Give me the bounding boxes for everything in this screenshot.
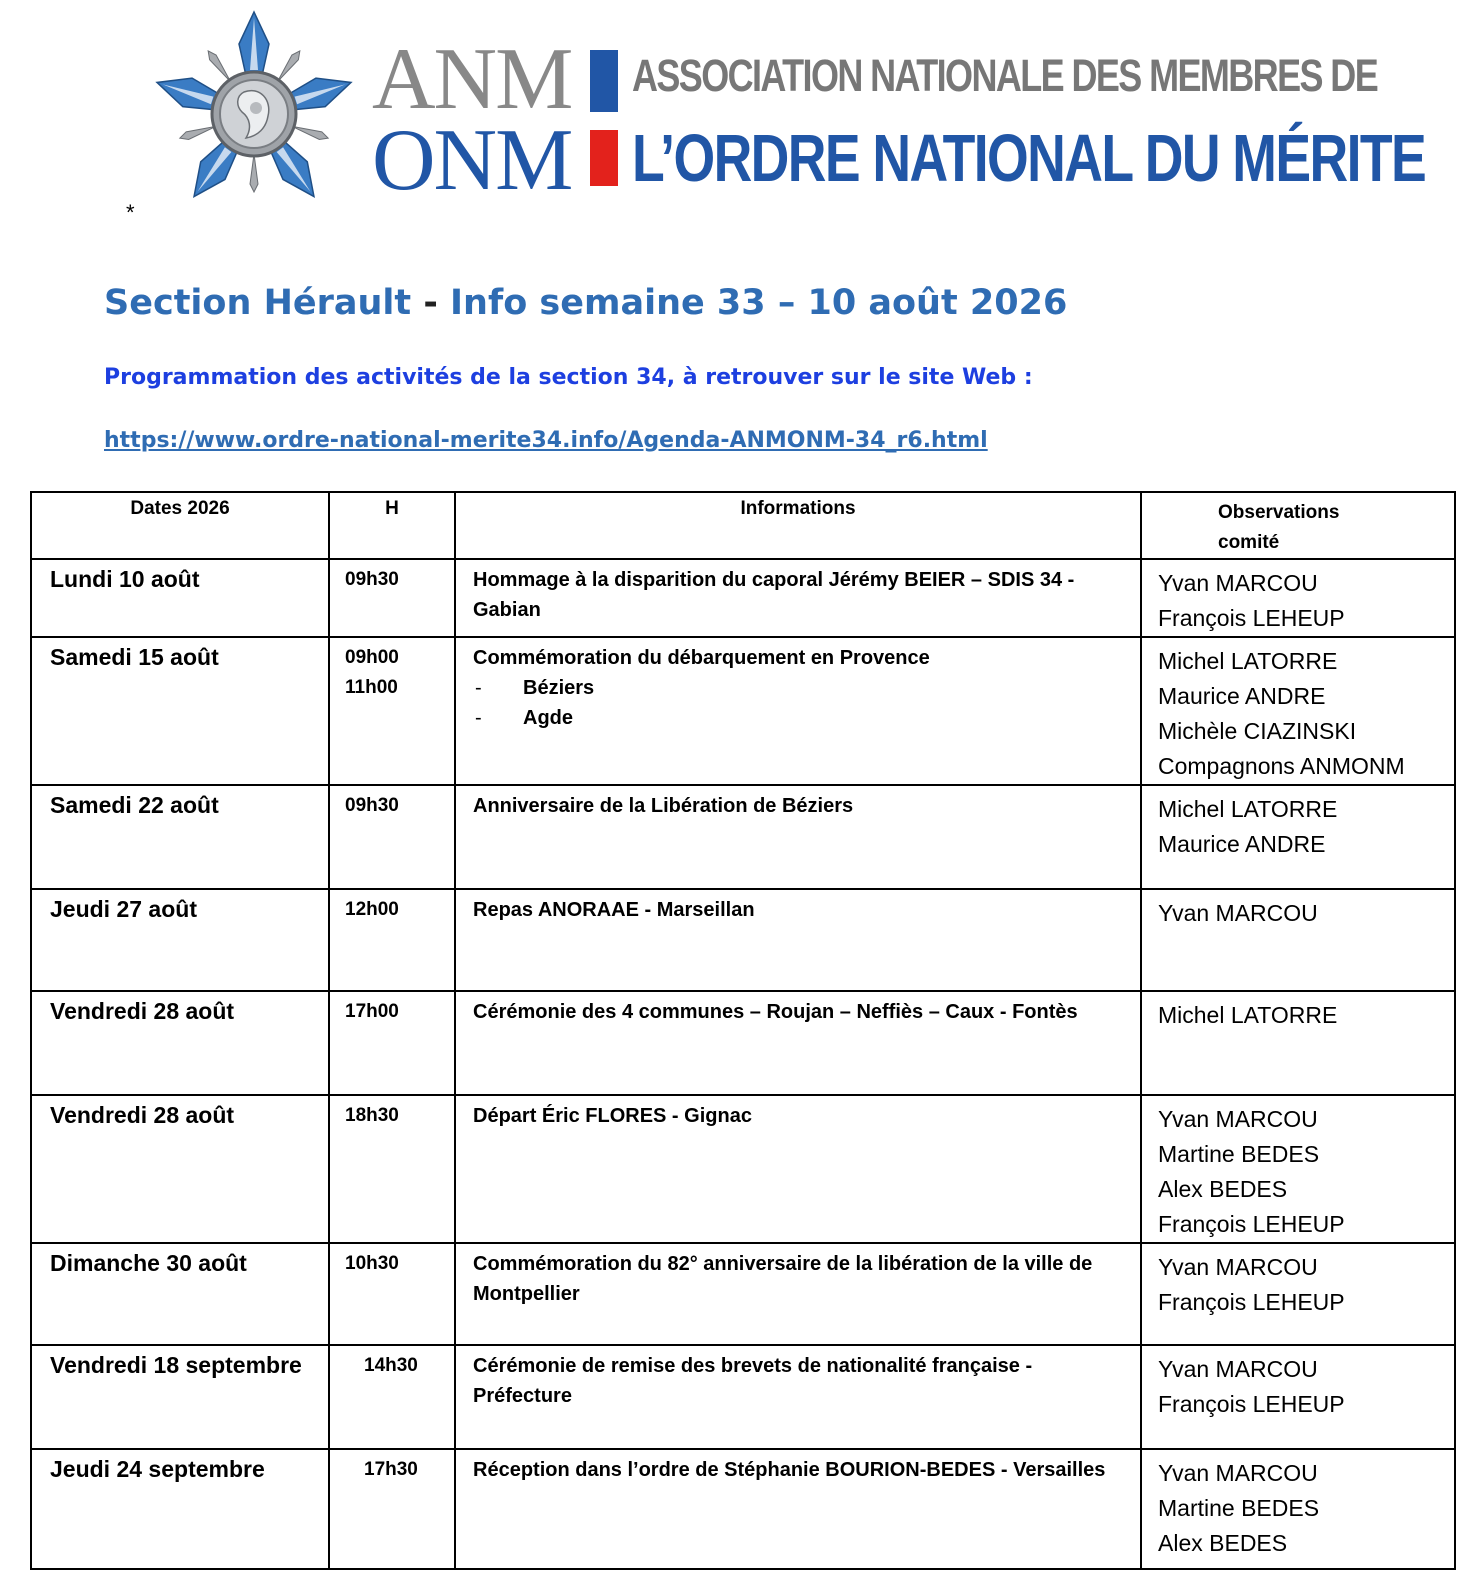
observer-name: Alex BEDES [1158, 1176, 1288, 1202]
observer-name: Michèle CIAZINSKI [1158, 718, 1357, 744]
row-date: Samedi 15 août [31, 637, 329, 785]
row-date: Vendredi 28 août [31, 1095, 329, 1243]
agenda-table [30, 491, 1456, 1570]
observer-name: Michel LATORRE [1158, 648, 1338, 674]
observer-name: Maurice ANDRE [1158, 831, 1326, 857]
row-time [329, 889, 455, 991]
row-observers [1141, 637, 1455, 785]
observer-name: Yvan MARCOU [1158, 900, 1318, 926]
row-time [329, 1095, 455, 1243]
table-row [31, 889, 1455, 991]
observer-name: Yvan MARCOU [1158, 1356, 1318, 1382]
header-observations-line2: comité [1218, 532, 1280, 553]
row-time [329, 1243, 455, 1345]
row-time [329, 785, 455, 889]
table-row [31, 1243, 1455, 1345]
time-value: 12h00 [345, 899, 399, 920]
observer-name: Michel LATORRE [1158, 796, 1338, 822]
time-value: 14h30 [364, 1355, 418, 1376]
flag-blue-bar [590, 50, 618, 112]
row-date: Jeudi 27 août [31, 889, 329, 991]
row-observers [1141, 991, 1455, 1095]
bullet-dash: - [475, 677, 482, 699]
time-value: 17h30 [364, 1459, 418, 1480]
observer-name: Martine BEDES [1158, 1495, 1320, 1521]
header-observations [1141, 492, 1455, 559]
org-name-line2: L’ORDRE NATIONAL DU MÉRITE [632, 121, 1426, 196]
program-intro-text: Programmation des activités de la section 34, à retrouver sur le site Web : [104, 365, 1033, 390]
row-date: Vendredi 28 août [31, 991, 329, 1095]
logo-anm-text: ANM [372, 31, 572, 128]
row-time [329, 1345, 455, 1449]
row-information [455, 559, 1141, 637]
table-row [31, 559, 1455, 637]
asterisk-mark: * [126, 200, 135, 225]
information-sub-item [473, 673, 1124, 703]
table-header-row [31, 492, 1455, 559]
observer-name: François LEHEUP [1158, 1391, 1345, 1417]
sub-item-text: Béziers [523, 677, 595, 699]
table-row [31, 637, 1455, 785]
information-sub-item [473, 703, 1124, 733]
information-text: Réception dans l’ordre de Stéphanie BOURION-BEDES - Versailles [473, 1459, 1106, 1481]
observer-name: François LEHEUP [1158, 1211, 1345, 1237]
information-text: Commémoration du 82° anniversaire de la libération de la ville de Montpellier [473, 1253, 1093, 1305]
table-row [31, 1449, 1455, 1569]
table-row [31, 785, 1455, 889]
agenda-body [31, 559, 1455, 1569]
time-value: 11h00 [345, 677, 398, 698]
information-text: Commémoration du débarquement en Provence [473, 647, 930, 669]
week-info: Info semaine 33 – 10 août 2026 [450, 283, 1068, 323]
row-observers [1141, 1345, 1455, 1449]
information-text: Hommage à la disparition du caporal Jérémy BEIER – SDIS 34 - Gabian [473, 569, 1075, 621]
logo-onm-text: ONM [372, 112, 572, 209]
row-date: Dimanche 30 août [31, 1243, 329, 1345]
information-text: Cérémonie de remise des brevets de nationalité française - Préfecture [473, 1355, 1033, 1407]
time-value: 09h30 [345, 795, 399, 816]
row-information [455, 637, 1141, 785]
time-value: 18h30 [345, 1105, 399, 1126]
row-observers [1141, 1243, 1455, 1345]
observer-name: Compagnons ANMONM [1158, 753, 1405, 779]
observer-name: Yvan MARCOU [1158, 1460, 1318, 1486]
row-time [329, 991, 455, 1095]
time-value: 17h00 [345, 1001, 399, 1022]
row-information [455, 1449, 1141, 1569]
header-observations-line1: Observations [1218, 502, 1340, 523]
table-row [31, 1095, 1455, 1243]
row-observers [1141, 559, 1455, 637]
observer-name: François LEHEUP [1158, 605, 1345, 631]
row-date: Samedi 22 août [31, 785, 329, 889]
information-text: Cérémonie des 4 communes – Roujan – Neffiès – Caux - Fontès [473, 1001, 1078, 1023]
observer-name: Yvan MARCOU [1158, 570, 1318, 596]
row-information [455, 889, 1141, 991]
row-time [329, 637, 455, 785]
row-date: Vendredi 18 septembre [31, 1345, 329, 1449]
agenda-link[interactable]: https://www.ordre-national-merite34.info/Agenda-ANMONM-34_r6.html [104, 428, 988, 453]
row-observers [1141, 1449, 1455, 1569]
flag-red-bar [590, 130, 618, 186]
row-information [455, 1095, 1141, 1243]
table-row [31, 991, 1455, 1095]
time-value: 09h30 [345, 569, 399, 590]
row-information [455, 785, 1141, 889]
observer-name: Yvan MARCOU [1158, 1254, 1318, 1280]
row-information [455, 1243, 1141, 1345]
row-date: Lundi 10 août [31, 559, 329, 637]
sub-item-text: Agde [523, 707, 573, 729]
time-value: 09h00 [345, 647, 399, 668]
national-merit-medal-icon [147, 6, 361, 222]
row-time [329, 1449, 455, 1569]
section-name: Section Hérault [104, 283, 412, 323]
org-name-line1: ASSOCIATION NATIONALE DES MEMBRES DE [632, 50, 1378, 101]
observer-name: François LEHEUP [1158, 1289, 1345, 1315]
row-observers [1141, 1095, 1455, 1243]
row-time [329, 559, 455, 637]
observer-name: Alex BEDES [1158, 1530, 1288, 1556]
row-observers [1141, 785, 1455, 889]
row-information [455, 991, 1141, 1095]
information-text: Repas ANORAAE - Marseillan [473, 899, 755, 921]
row-observers [1141, 889, 1455, 991]
observer-name: Maurice ANDRE [1158, 683, 1326, 709]
time-value: 10h30 [345, 1253, 399, 1274]
header-dates: Dates 2026 [31, 492, 329, 559]
page-title [104, 283, 1067, 323]
information-text: Anniversaire de la Libération de Béziers [473, 795, 854, 817]
title-separator: - [423, 283, 438, 323]
observer-name: Michel LATORRE [1158, 1002, 1338, 1028]
table-row [31, 1345, 1455, 1449]
observer-name: Yvan MARCOU [1158, 1106, 1318, 1132]
bullet-dash: - [475, 707, 482, 729]
header-informations: Informations [455, 492, 1141, 559]
row-information [455, 1345, 1141, 1449]
row-date: Jeudi 24 septembre [31, 1449, 329, 1569]
information-text: Départ Éric FLORES - Gignac [473, 1105, 752, 1127]
observer-name: Martine BEDES [1158, 1141, 1320, 1167]
header-hour: H [329, 492, 455, 559]
